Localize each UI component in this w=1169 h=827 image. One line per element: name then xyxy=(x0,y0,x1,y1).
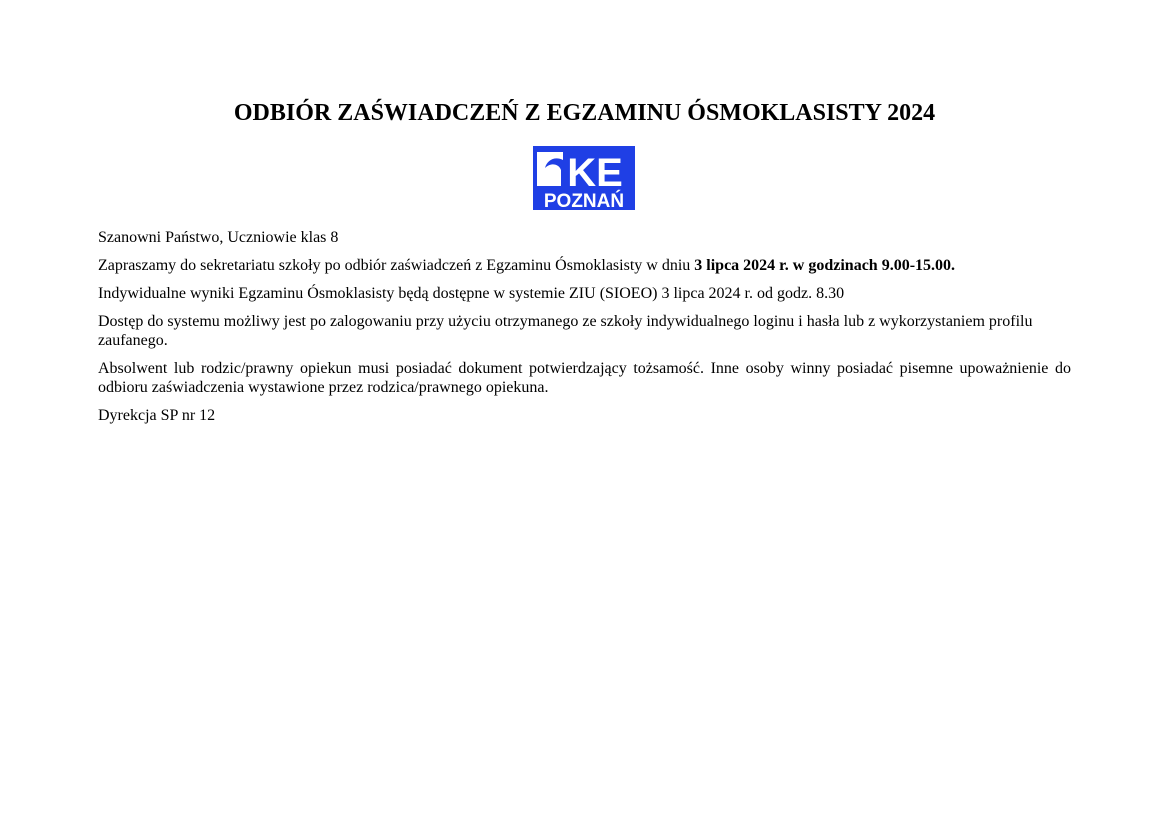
invite-date-highlight: 3 lipca 2024 r. w godzinach 9.00-15.00. xyxy=(694,257,956,274)
identity-paragraph: Absolwent lub rodzic/prawny opiekun musi posiadać dokument potwierdzający tożsamość. Inne osoby winny posiadać pisemne upoważnienie do odbioru zaświadczenia wystawione przez rodzica/prawnego opiekuna. xyxy=(98,360,1071,396)
oke-poznan-logo xyxy=(533,146,635,210)
logo-top-text: KE xyxy=(567,151,623,195)
logo-bottom-text: POZNAŃ xyxy=(543,191,625,210)
invite-text: Zapraszamy do sekretariatu szkoły po odbiór zaświadczeń z Egzaminu Ósmoklasisty w dniu xyxy=(98,257,695,274)
invite-paragraph xyxy=(98,256,1071,275)
page-title: ODBIÓR ZAŚWIADCZEŃ Z EGZAMINU ÓSMOKLASISTY 2024 xyxy=(233,100,936,126)
logo-swan-shape xyxy=(537,152,563,186)
access-paragraph: Dostęp do systemu możliwy jest po zalogowaniu przy użyciu otrzymanego ze szkoły indywidualnego loginu i hasła lub z wykorzystaniem profilu zaufanego. xyxy=(98,313,1033,349)
letter-body xyxy=(98,228,1071,434)
signature: Dyrekcja SP nr 12 xyxy=(98,407,216,424)
results-paragraph: Indywidualne wyniki Egzaminu Ósmoklasisty będą dostępne w systemie ZIU (SIOEO) 3 lipca 2024 r. od godz. 8.30 xyxy=(98,285,845,302)
greeting-paragraph: Szanowni Państwo, Uczniowie klas 8 xyxy=(98,229,339,246)
